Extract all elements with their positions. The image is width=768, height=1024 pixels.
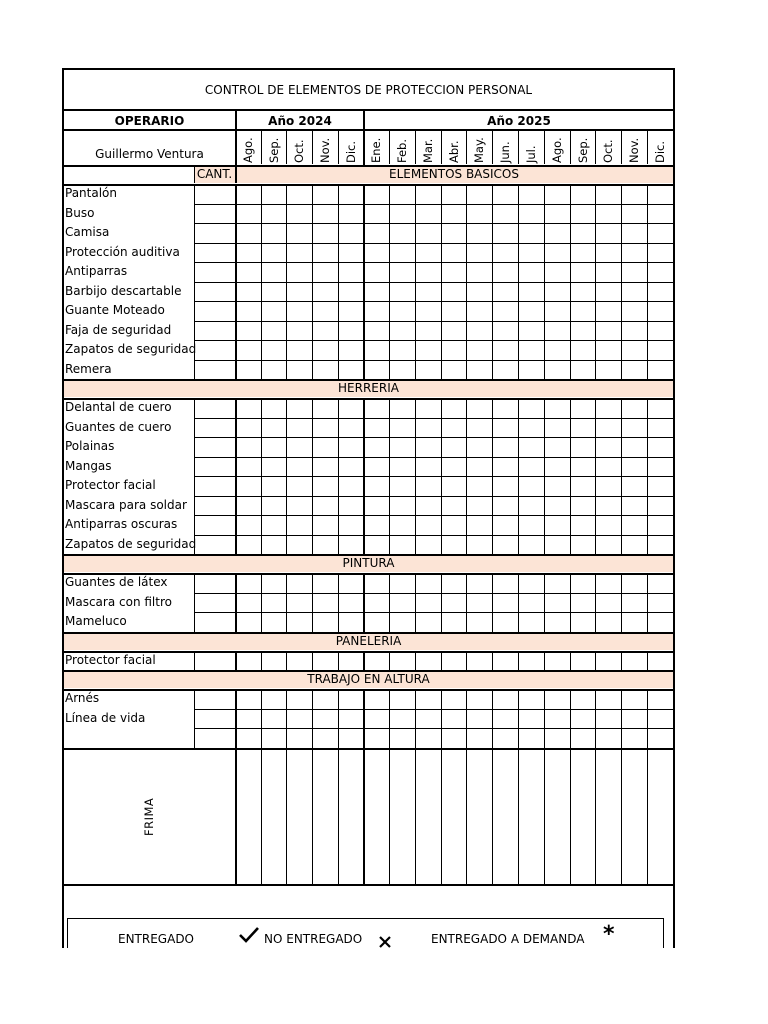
grid-vline xyxy=(544,651,545,671)
grid-vline xyxy=(338,651,339,671)
grid-hline xyxy=(194,360,673,361)
grid-vline xyxy=(441,573,442,632)
grid-hline xyxy=(194,437,673,438)
grid-vline xyxy=(544,573,545,632)
grid-vline xyxy=(595,398,596,554)
grid-vline xyxy=(621,651,622,671)
grid-hline xyxy=(194,301,673,302)
grid-vline xyxy=(415,398,416,554)
grid-vline xyxy=(466,398,467,554)
grid-hline xyxy=(194,728,673,729)
item-label: Mascara para soldar xyxy=(65,497,187,512)
grid-vline xyxy=(621,689,622,748)
grid-vline xyxy=(647,130,648,164)
grid-vline xyxy=(194,184,195,379)
grid-vline xyxy=(492,573,493,632)
grid-vline xyxy=(518,184,519,379)
sheet-title: CONTROL DE ELEMENTOS DE PROTECCION PERSONAL xyxy=(204,83,533,97)
x-mark-icon xyxy=(378,934,392,949)
grid-vline xyxy=(647,689,648,748)
grid-vline xyxy=(466,651,467,671)
grid-hline xyxy=(194,282,673,283)
grid-vline xyxy=(621,398,622,554)
grid-vline xyxy=(415,130,416,164)
grid-vline xyxy=(235,109,237,165)
grid-vline xyxy=(286,130,287,164)
grid-vline xyxy=(261,573,262,632)
grid-vline xyxy=(312,748,313,884)
grid-vline xyxy=(518,398,519,554)
month-header: Oct. xyxy=(601,139,615,163)
grid-vline xyxy=(544,689,545,748)
grid-vline xyxy=(441,748,442,884)
grid-vline xyxy=(441,130,442,164)
grid-vline xyxy=(595,130,596,164)
grid-vline xyxy=(570,651,571,671)
item-label: Línea de vida xyxy=(65,710,146,725)
grid-vline xyxy=(570,748,571,884)
epp-control-sheet xyxy=(62,68,675,948)
grid-vline xyxy=(544,748,545,884)
grid-vline xyxy=(286,398,287,554)
grid-vline xyxy=(338,748,339,884)
grid-vline xyxy=(647,398,648,554)
legend-box xyxy=(67,918,664,949)
grid-vline xyxy=(363,689,365,748)
grid-vline xyxy=(415,651,416,671)
section-title: ELEMENTOS BASICOS xyxy=(388,167,519,181)
grid-vline xyxy=(338,573,339,632)
grid-vline xyxy=(194,398,195,554)
grid-vline xyxy=(194,573,195,632)
grid-vline xyxy=(261,651,262,671)
grid-vline xyxy=(621,130,622,164)
grid-hline xyxy=(194,476,673,477)
grid-vline xyxy=(235,184,237,379)
grid-vline xyxy=(492,184,493,379)
item-label: Guantes de cuero xyxy=(65,419,172,434)
grid-hline xyxy=(194,515,673,516)
grid-hline xyxy=(64,129,673,131)
grid-vline xyxy=(415,748,416,884)
grid-hline xyxy=(64,109,673,111)
section-title: PINTURA xyxy=(342,556,395,570)
year-2024-header: Año 2024 xyxy=(268,113,332,128)
grid-hline xyxy=(194,535,673,536)
grid-vline xyxy=(286,651,287,671)
grid-vline xyxy=(466,573,467,632)
item-label: Guante Moteado xyxy=(65,303,165,317)
operario-header: OPERARIO xyxy=(114,113,185,128)
grid-vline xyxy=(621,748,622,884)
grid-vline xyxy=(389,130,390,164)
grid-vline xyxy=(363,748,365,884)
grid-vline xyxy=(492,651,493,671)
grid-vline xyxy=(492,748,493,884)
grid-hline xyxy=(64,748,673,750)
grid-vline xyxy=(286,184,287,379)
section-title: HERRERIA xyxy=(338,381,399,395)
grid-vline xyxy=(261,398,262,554)
grid-vline xyxy=(441,689,442,748)
item-label: Guantes de látex xyxy=(65,575,168,589)
grid-vline xyxy=(261,130,262,164)
grid-vline xyxy=(312,573,313,632)
year-2025-header: Año 2025 xyxy=(487,113,551,128)
checkmark-icon xyxy=(238,926,260,948)
grid-vline xyxy=(544,130,545,164)
grid-hline xyxy=(194,204,673,205)
grid-vline xyxy=(570,184,571,379)
item-label: Pantalón xyxy=(65,186,117,200)
item-label: Protección auditiva xyxy=(65,244,180,259)
grid-vline xyxy=(415,689,416,748)
grid-vline xyxy=(415,184,416,379)
month-header: Mar. xyxy=(421,138,435,163)
grid-vline xyxy=(363,398,365,554)
grid-vline xyxy=(570,130,571,164)
grid-vline xyxy=(595,573,596,632)
item-label: Mangas xyxy=(65,458,112,473)
item-label: Antiparras oscuras xyxy=(65,517,178,531)
firma-label: FRIMA xyxy=(142,797,156,836)
item-label: Delantal de cuero xyxy=(65,400,172,414)
grid-hline xyxy=(194,321,673,322)
month-header: Abr. xyxy=(446,140,461,163)
grid-hline xyxy=(64,689,673,691)
item-label: Faja de seguridad xyxy=(65,322,172,337)
grid-hline xyxy=(194,418,673,419)
grid-vline xyxy=(466,130,467,164)
grid-vline xyxy=(570,573,571,632)
item-label: Buso xyxy=(65,205,95,220)
grid-vline xyxy=(235,748,237,884)
grid-vline xyxy=(389,748,390,884)
grid-vline xyxy=(312,398,313,554)
grid-hline xyxy=(64,184,673,186)
grid-vline xyxy=(518,651,519,671)
grid-vline xyxy=(647,573,648,632)
grid-vline xyxy=(338,130,339,164)
grid-vline xyxy=(621,573,622,632)
month-header: Ene. xyxy=(369,137,383,163)
month-header: Oct. xyxy=(292,139,306,163)
legend-no-entregado: NO ENTREGADO xyxy=(264,931,363,946)
item-label: Mameluco xyxy=(65,614,127,628)
month-header: Jun. xyxy=(498,141,512,163)
legend-entregado: ENTREGADO xyxy=(118,931,195,946)
item-label: Mascara con filtro xyxy=(65,594,172,609)
legend-entregado-a-demanda: ENTREGADO A DEMANDA xyxy=(431,931,585,946)
grid-hline xyxy=(194,496,673,497)
grid-vline xyxy=(389,689,390,748)
grid-vline xyxy=(338,398,339,554)
item-label: Arnés xyxy=(65,691,100,705)
grid-hline xyxy=(194,243,673,244)
grid-vline xyxy=(286,573,287,632)
grid-vline xyxy=(415,573,416,632)
operario-name: Guillermo Ventura xyxy=(95,147,204,161)
grid-vline xyxy=(261,184,262,379)
grid-vline xyxy=(235,651,237,671)
grid-vline xyxy=(286,689,287,748)
grid-hline xyxy=(194,593,673,594)
month-header: Jul. xyxy=(524,145,538,163)
grid-vline xyxy=(518,573,519,632)
grid-vline xyxy=(261,748,262,884)
grid-vline xyxy=(261,689,262,748)
grid-hline xyxy=(194,340,673,341)
grid-vline xyxy=(389,398,390,554)
grid-vline xyxy=(544,184,545,379)
grid-vline xyxy=(518,748,519,884)
grid-vline xyxy=(235,398,237,554)
grid-vline xyxy=(595,689,596,748)
grid-vline xyxy=(312,130,313,164)
month-header: Sep. xyxy=(266,137,281,163)
item-label: Zapatos de seguridad xyxy=(65,342,197,356)
grid-vline xyxy=(441,184,442,379)
grid-vline xyxy=(466,748,467,884)
grid-vline xyxy=(621,184,622,379)
item-label: Antiparras xyxy=(65,264,128,278)
item-label: Camisa xyxy=(65,225,110,239)
grid-hline xyxy=(194,612,673,613)
month-header: Ago. xyxy=(550,137,564,163)
grid-vline xyxy=(595,748,596,884)
item-label: Remera xyxy=(65,361,112,376)
grid-vline xyxy=(647,748,648,884)
grid-vline xyxy=(389,573,390,632)
month-header: May. xyxy=(472,137,486,163)
grid-vline xyxy=(647,651,648,671)
month-header: Ago. xyxy=(241,137,255,163)
grid-vline xyxy=(338,689,339,748)
grid-vline xyxy=(595,651,596,671)
grid-vline xyxy=(544,398,545,554)
grid-vline xyxy=(441,398,442,554)
item-label: Polainas xyxy=(65,439,115,453)
grid-hline xyxy=(194,457,673,458)
section-title: PANELERIA xyxy=(335,633,402,648)
grid-vline xyxy=(466,184,467,379)
grid-vline xyxy=(363,573,365,632)
grid-vline xyxy=(312,184,313,379)
grid-vline xyxy=(389,651,390,671)
grid-vline xyxy=(518,689,519,748)
grid-vline xyxy=(492,689,493,748)
grid-vline xyxy=(518,130,519,164)
month-header: Nov. xyxy=(627,137,641,163)
asterisk-icon: * xyxy=(603,921,615,947)
grid-vline xyxy=(235,573,237,632)
item-label: Protector facial xyxy=(65,652,156,667)
grid-vline xyxy=(286,748,287,884)
grid-vline xyxy=(570,398,571,554)
grid-vline xyxy=(570,689,571,748)
month-header: Dic. xyxy=(343,140,358,163)
grid-vline xyxy=(363,184,365,379)
grid-vline xyxy=(312,651,313,671)
grid-vline xyxy=(466,689,467,748)
item-label: Zapatos de seguridad xyxy=(65,536,197,551)
grid-hline xyxy=(194,709,673,710)
grid-vline xyxy=(363,651,365,671)
grid-vline xyxy=(492,130,493,164)
month-header: Feb. xyxy=(395,138,409,163)
grid-vline xyxy=(363,109,365,165)
grid-vline xyxy=(389,184,390,379)
month-header: Dic. xyxy=(653,140,667,163)
grid-hline xyxy=(64,884,673,886)
cant-header: CANT. xyxy=(196,167,233,181)
item-label: Protector facial xyxy=(65,478,156,492)
grid-vline xyxy=(194,651,195,671)
grid-vline xyxy=(492,398,493,554)
grid-vline xyxy=(441,651,442,671)
grid-vline xyxy=(312,689,313,748)
month-header: Sep. xyxy=(575,137,590,163)
grid-vline xyxy=(235,689,237,748)
month-header: Nov. xyxy=(318,137,332,163)
grid-vline xyxy=(647,184,648,379)
grid-hline xyxy=(194,262,673,263)
grid-vline xyxy=(194,689,195,748)
item-label: Barbijo descartable xyxy=(65,283,182,298)
grid-vline xyxy=(338,184,339,379)
grid-hline xyxy=(194,223,673,224)
grid-vline xyxy=(595,184,596,379)
section-title: TRABAJO EN ALTURA xyxy=(307,672,430,686)
